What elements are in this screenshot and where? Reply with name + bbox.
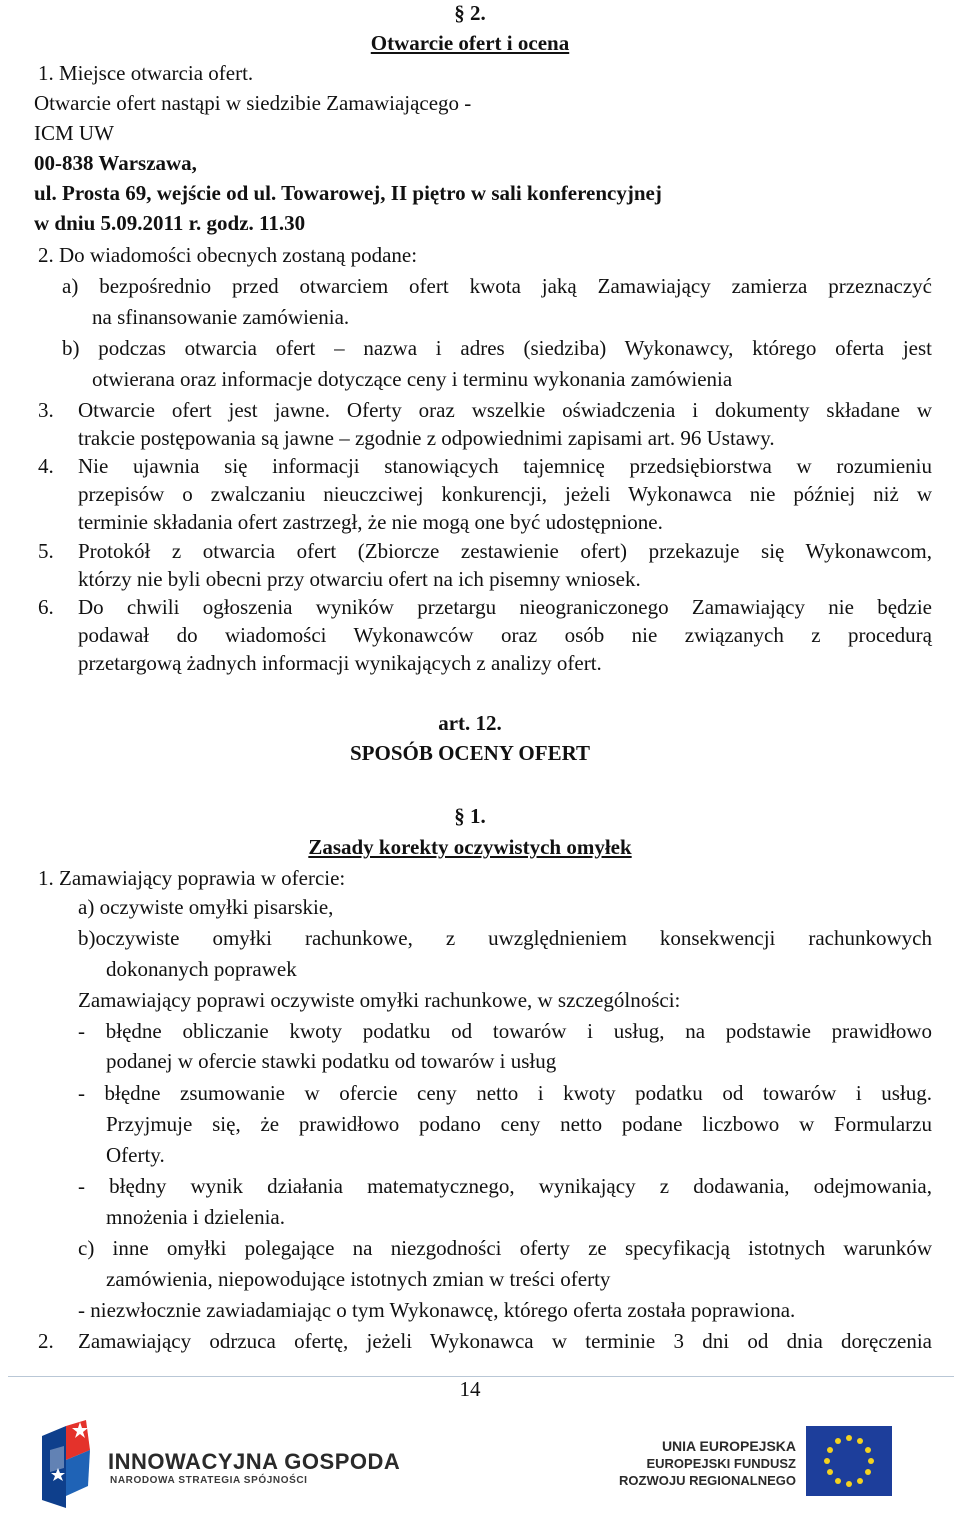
list-item-cont: podawał do wiadomości Wykonawców oraz osób nie związanych z procedurą [78,623,932,647]
list-item: Protokół z otwarcia ofert (Zbiorcze zestawienie ofert) przekazuje się Wykonawcom, [78,539,932,563]
sub-item-b: b) podczas otwarcia ofert – nazwa i adres (siedziba) Wykonawcy, którego oferta jest [62,336,932,360]
address-line: Otwarcie ofert nastąpi w siedzibie Zamawiającego - [34,91,472,115]
logo-right-line3: ROZWOJU REGIONALNEGO [619,1473,796,1488]
page-number: 14 [459,1377,481,1401]
section-title: Otwarcie ofert i ocena [370,31,570,55]
dash-item: - niezwłocznie zawiadamiając o tym Wykonawcę, którego oferta została poprawiona. [78,1298,796,1322]
list-number: 4. [38,454,54,478]
sub-item-b-cont: otwierana oraz informacje dotyczące ceny i terminu wykonania zamówienia [92,367,733,391]
innowacyjna-gospodarka-logo [36,1416,96,1508]
dash-item-cont: Oferty. [106,1143,165,1167]
date-line: w dniu 5.09.2011 r. godz. 11.30 [34,211,306,235]
dash-item: - błędny wynik działania matematycznego, wynikający z dodawania, odejmowania, [78,1174,932,1198]
article-title: SPOSÓB OCENY OFERT [349,741,591,765]
sub-item-a: a) oczywiste omyłki pisarskie, [78,895,334,919]
list-item: 1. Miejsce otwarcia ofert. [38,61,254,85]
dash-item: - błędne obliczanie kwoty podatku od towarów i usług, na podstawie prawidłowo [78,1019,932,1043]
list-item: Zamawiający odrzuca ofertę, jeżeli Wykonawca w terminie 3 dni od dnia doręczenia [78,1329,932,1353]
dash-item-cont: Przyjmuje się, że prawidłowo podano ceny netto podane liczbowo w Formularzu [106,1112,932,1136]
eu-flag-icon [806,1426,892,1496]
logo-left-subtitle: NARODOWA STRATEGIA SPÓJNOŚCI [110,1475,308,1486]
sub-item-b: b)oczywiste omyłki rachunkowe, z uwzględnieniem konsekwencji rachunkowych [78,926,932,950]
sub-item-a: a) bezpośrednio przed otwarciem ofert kwota jaką Zamawiający zamierza przeznaczyć [62,274,932,298]
list-item-cont: trakcie postępowania są jawne – zgodnie z odpowiednimi zapisami art. 96 Ustawy. [78,426,775,450]
dash-item-cont: mnożenia i dzielenia. [106,1205,286,1229]
list-item: 1. Zamawiający poprawia w ofercie: [38,866,346,890]
list-number: 2. [38,1329,54,1353]
sub-item-a-cont: na sfinansowanie zamówienia. [92,305,350,329]
sub-item-c-cont: zamówienia, niepowodujące istotnych zmian w treści oferty [106,1267,611,1291]
list-number: 3. [38,398,54,422]
section-number: § 2. [454,1,486,25]
logo-right-line1: UNIA EUROPEJSKA [661,1438,796,1454]
dash-item: - błędne zsumowanie w ofercie ceny netto i kwoty podatku od towarów i usług. [78,1081,932,1105]
list-item: Do chwili ogłoszenia wyników przetargu nieograniczonego Zamawiający nie będzie [78,595,932,619]
paragraph: Zamawiający poprawi oczywiste omyłki rachunkowe, w szczególności: [78,988,681,1012]
article-number: art. 12. [438,711,502,735]
section-title: Zasady korekty oczywistych omyłek [308,835,632,859]
section-number: § 1. [454,804,486,828]
list-item-cont: przetargową żadnych informacji wynikających z analizy ofert. [78,651,602,675]
list-number: 6. [38,595,54,619]
list-item: 2. Do wiadomości obecnych zostaną podane: [38,243,418,267]
logo-left-title: INNOWACYJNA GOSPODA [108,1449,401,1474]
list-item-cont: którzy nie byli obecni przy otwarciu ofert na ich pisemny wniosek. [78,567,641,591]
sub-item-b-cont: dokonanych poprawek [106,957,297,981]
list-number: 5. [38,539,54,563]
address-line: 00-838 Warszawa, [34,151,197,175]
address-line: ICM UW [34,121,114,145]
logo-right-line2: EUROPEJSKI FUNDUSZ [646,1456,796,1471]
list-item-cont: przepisów o zwalczaniu nieuczciwej konkurencji, jeżeli Wykonawca nie później niż w [78,482,932,506]
list-item-cont: terminie składania ofert zastrzegł, że nie mogą one być udostępnione. [78,510,663,534]
dash-item-cont: podanej w ofercie stawki podatku od towarów i usług [106,1049,557,1073]
list-item: Otwarcie ofert jest jawne. Oferty oraz wszelkie oświadczenia i dokumenty składane w [78,398,932,422]
sub-item-c: c) inne omyłki polegające na niezgodności oferty ze specyfikacją istotnych warunków [78,1236,932,1260]
list-item: Nie ujawnia się informacji stanowiących tajemnicę przedsiębiorstwa w rozumieniu [78,454,932,478]
address-line: ul. Prosta 69, wejście od ul. Towarowej, II piętro w sali konferencyjnej [34,181,662,205]
